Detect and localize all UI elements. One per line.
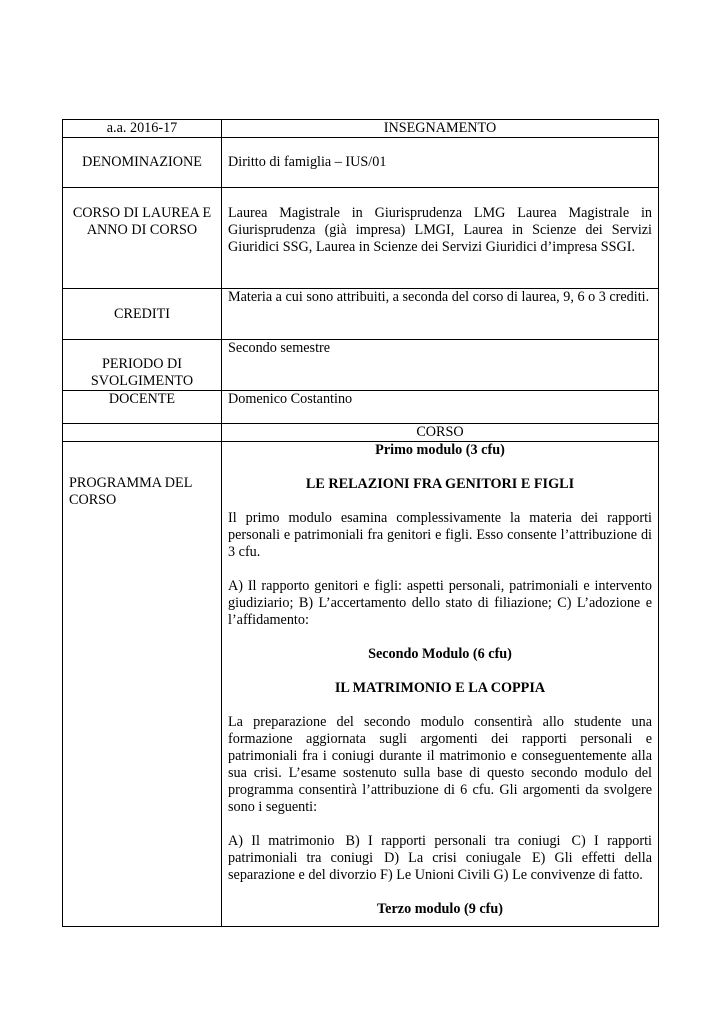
periodo-row (63, 340, 659, 391)
module2-title: Secondo Modulo (6 cfu) (368, 646, 512, 662)
academic-year-cell: a.a. 2016-17 (63, 120, 222, 138)
programma-content (222, 442, 659, 927)
corso-laurea-value: Laurea Magistrale in Giurisprudenza LMG Laurea Magistrale in Giurisprudenza (già impresa) LMGI, Laurea in Scienze dei Servizi Giuridici SSG, Laurea in Scienze dei Servizi Giuridici d’impresa SSGI. (222, 188, 659, 289)
corso-header-empty-cell (63, 424, 222, 442)
corso-laurea-row (63, 188, 659, 289)
module1-topics: A) Il rapporto genitori e figli: aspetti personali, patrimoniali e intervento giudiziario; B) L’accertamento dello stato di filiazione; C) L’adozione e l’affidamento: (228, 578, 652, 628)
docente-value: Domenico Costantino (222, 391, 659, 424)
module2-heading: IL MATRIMONIO E LA COPPIA (334, 680, 546, 696)
crediti-value: Materia a cui sono attribuiti, a seconda del corso di laurea, 9, 6 o 3 crediti. (222, 289, 659, 340)
periodo-label (63, 340, 222, 391)
crediti-row (63, 289, 659, 340)
corso-laurea-label-line2: ANNO DI CORSO (86, 222, 198, 238)
module2-description: La preparazione del secondo modulo consentirà allo studente una formazione aggiornata sugli argomenti dei rapporti personali e patrimoniali fra i coniugi durante il matrimonio e conseguentemente alla sua crisi. L’esame sostenuto sulla base di questo secondo modulo del programma consentirà l’attribuzione di 6 cfu. Gli argomenti da svolgere sono i seguenti: (228, 714, 652, 815)
periodo-label-line2: SVOLGIMENTO (90, 373, 194, 389)
module2-topics: A) Il matrimonio B) I rapporti personali tra coniugi C) I rapporti patrimoniali tra coniugi D) La crisi coniugale E) Gli effetti della separazione e del divorzio F) Le Unioni Civili G) Le convivenze di fatto. (228, 833, 652, 883)
corso-header-cell: CORSO (222, 424, 659, 442)
crediti-label: CREDITI (63, 289, 222, 340)
programma-label-line2: CORSO (69, 492, 117, 508)
denominazione-value: Diritto di famiglia – IUS/01 (222, 138, 659, 188)
periodo-value: Secondo semestre (222, 340, 659, 391)
docente-row (63, 391, 659, 424)
insegnamento-header-cell: INSEGNAMENTO (222, 120, 659, 138)
corso-laurea-label (63, 188, 222, 289)
programma-label-line1: PROGRAMMA DEL (69, 475, 193, 491)
periodo-label-line1: PERIODO DI (102, 356, 182, 372)
header-row (63, 120, 659, 138)
module1-description: Il primo modulo esamina complessivamente la materia dei rapporti personali e patrimoniali fra genitori e figli. Esso consente l’attribuzione di 3 cfu. (228, 510, 652, 560)
module1-title: Primo modulo (3 cfu) (375, 442, 505, 458)
course-table (62, 119, 659, 927)
denominazione-label: DENOMINAZIONE (63, 138, 222, 188)
programma-row (63, 442, 659, 927)
module1-heading: LE RELAZIONI FRA GENITORI E FIGLI (305, 476, 575, 492)
denominazione-row (63, 138, 659, 188)
docente-label: DOCENTE (63, 391, 222, 424)
corso-header-row (63, 424, 659, 442)
programma-label (63, 442, 222, 927)
corso-laurea-label-line1: CORSO DI LAUREA E (72, 205, 212, 221)
module3-title: Terzo modulo (9 cfu) (377, 901, 503, 917)
